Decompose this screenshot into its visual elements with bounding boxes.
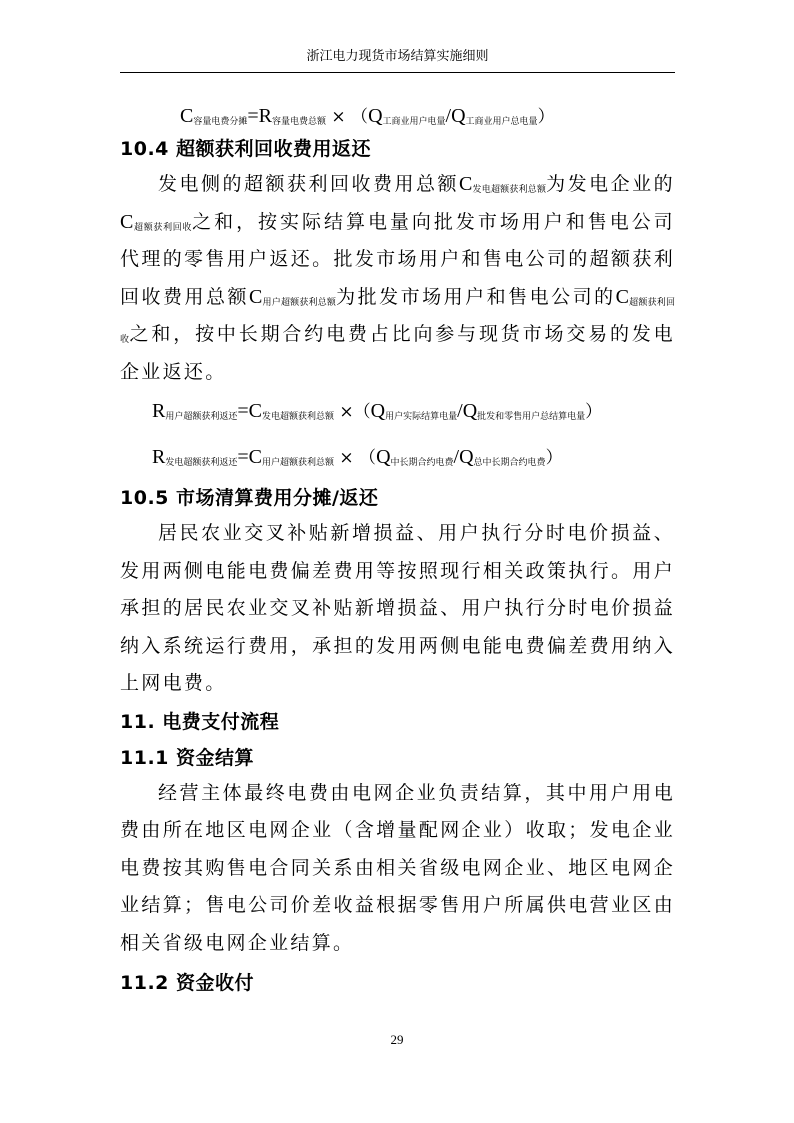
page-header: 浙江电力现货市场结算实施细则 — [306, 49, 489, 64]
header-divider — [120, 72, 675, 73]
section-heading-11: 11. 电费支付流程 — [120, 710, 280, 733]
section-heading-10-4: 10.4 超额获利回收费用返还 — [120, 138, 371, 160]
section-heading-11-2: 11.2 资金收付 — [120, 972, 254, 994]
section-10-5-paragraph: 居民农业交叉补贴新增损益、用户执行分时电价损益、发用两侧电能电费偏差费用等按照现行相关政策执行。用户承担的居民农业交叉补贴新增损益、用户执行分时电价损益纳入系统运行费用，承担的发用两侧电能电费偏差费用纳入上网电费。 — [120, 522, 675, 694]
document-body — [120, 100, 675, 1000]
section-heading-10-5: 10.5 市场清算费用分摊/返还 — [120, 487, 379, 509]
formula-user-excess-profit-return: $R_{用户超额获利返还}=C_{发电超额获利总额} \times(Q_{用户实际结算电量}/Q_{批发和零售用户总结算电量})$ — [152, 400, 603, 422]
section-10-4-paragraph: 发电侧的超额获利回收费用总额$C_{发电超额获利总额}$为发电企业的$C_{超额获利回收}$之和，按实际结算电量向批发市场用户和售电公司代理的零售用户返还。批发市场用户和售电公司的超额获利回收费用总额$C_{用户超额获利总额}$为批发市场用户和售电公司的$C_{超额获利回收}$之和，按中长期合约电费占比向参与现货市场交易的发电企业返还。 — [120, 173, 675, 383]
formula-capacity-fee-allocation: $C_{容量电费分摊}=R_{容量电费总额} \times (Q_{工商业用户电量}/Q_{工商业用户总电量})$ — [180, 105, 555, 127]
section-11-1-paragraph: 经营主体最终电费由电网企业负责结算，其中用户用电费由所在地区电网企业（含增量配网企业）收取；发电企业电费按其购售电合同关系由相关省级电网企业、地区电网企业结算；售电公司价差收益根据零售用户所属供电营业区由相关省级电网企业结算。 — [120, 781, 675, 954]
page-number: 29 — [390, 1032, 404, 1047]
formula-generator-excess-profit-return: $R_{发电超额获利返还}=C_{用户超额获利总额} \times (Q_{中长期合约电费}/Q_{总中长期合约电费})$ — [152, 446, 563, 468]
section-heading-11-1: 11.1 资金结算 — [120, 746, 254, 769]
